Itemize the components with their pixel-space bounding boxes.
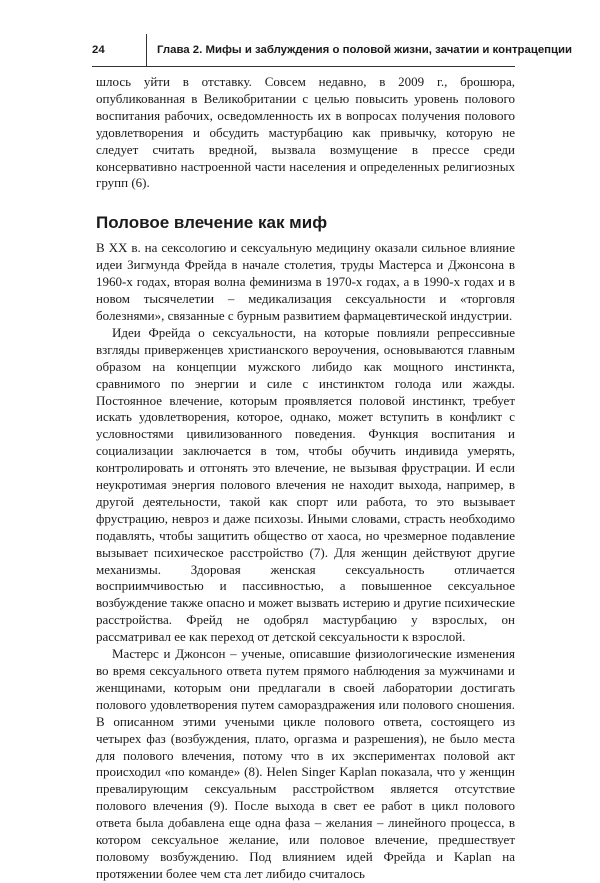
page-body xyxy=(96,74,515,883)
running-header xyxy=(92,34,573,66)
body-paragraph: В XX в. на сексологию и сексуальную медицину оказали сильное влияние идеи Зигмунда Фрейда в начале столетия, труды Мастерса и Джонсона в 1960-х годах, вторая волна феминизма в 1970-х годах, а в 1990-х годах и в новом тысячелетии – медикализация сексуальности и «торговля болезнями», связанные с бурным развитием фармацевтической индустрии. xyxy=(96,240,515,323)
header-divider xyxy=(146,34,147,66)
section-heading: Половое влечение как миф xyxy=(96,213,328,233)
body-paragraph: Идеи Фрейда о сексуальности, на которые повлияли репрессивные взгляды приверженцев христианского вероучения, основываются главным образом на концепции мужского либидо как мощного инстинкта, сравнимого по энергии и силе с инстинктом голода или жажды. Постоянное влечение, которым проявляется половой инстинкт, требует искать удовлетворения, которое, однако, может вступить в конфликт с условностями цивилизованного поведения. Функция воспитания и социализации заключается в том, чтобы обучить индивида умерять, контролировать и отгонять это влечение, не вызывая фрустрации. И если неукротимая энергия полового влечения не находит выхода, например, в другой деятельности, такой как спорт или работа, то это вызывает фрустрацию, невроз и даже психозы. Иными словами, страсть необходимо подавлять, чтобы защитить общество от хаоса, но чрезмерное подавление вызывает психическое расстройство (7). Для женщин действуют другие механизмы. Здоровая женская сексуальность отличается восприимчивостью и пассивностью, а повышенное сексуальное возбуждение также опасно и может вызвать истерию и другие психические расстройства. Фрейд не одобрял мастурбацию у взрослых, он рассматривал ее как переход от детской сексуальности к взрослой. xyxy=(96,324,515,645)
header-rule xyxy=(92,66,515,67)
body-paragraph: Мастерс и Джонсон – ученые, описавшие физиологические изменения во время сексуального ответа путем прямого наблюдения за мужчинами и женщинами, которым они предлагали в своей лаборатории достигать полового удовлетворения путем самораздражения или полового сношения. В описанном этими учеными цикле полового ответа, состоящего из четырех фаз (возбуждения, плато, оргазма и разрешения), не было места для полового влечения, потому что в их экспериментах половой акт происходил «по команде» (8). Helen Singer Kaplan показала, что у женщин превалирующим сексуальным расстройством является отсутствие полового влечения (9). После выхода в свет ее работ в цикл полового ответа была добавлена еще одна фаза – желания – линейного процесса, в котором сексуальное желание, или половое влечение, предшествует половому возбуждению. Под влиянием идей Фрейда и Kaplan на протяжении более чем ста лет либидо считалось xyxy=(96,646,515,881)
chapter-title: Глава 2. Мифы и заблуждения о половой жизни, зачатии и контрацепции xyxy=(157,44,573,56)
paragraph-continuation: шлось уйти в отставку. Совсем недавно, в 2009 г., брошюра, опубликованная в Великобритании с целью повысить уровень полового воспитания рабочих, осведомленность их в вопросах получения полового удовлетворения и обсудить мастурбацию как привычку, которую не следует считать вредной, вызвала возмущение в прессе среди консервативно настроенной части населения и определенных религиозных групп (6). xyxy=(96,74,515,191)
page-number: 24 xyxy=(92,44,105,56)
